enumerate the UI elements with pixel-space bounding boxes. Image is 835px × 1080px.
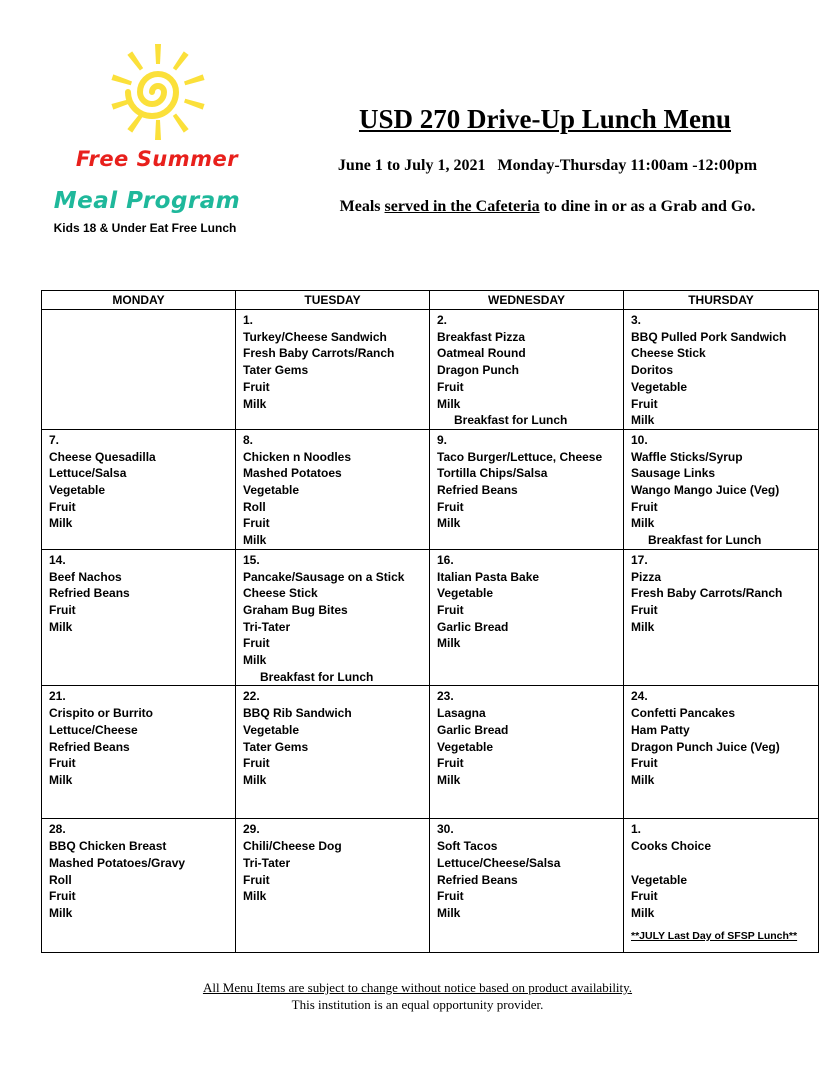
menu-item: Tater Gems [243,739,309,754]
menu-item: Vegetable [243,483,300,498]
menu-day-number: 17. [631,552,648,567]
menu-item: BBQ Pulled Pork Sandwich [631,329,787,344]
menu-item: Fruit [49,889,76,904]
menu-item: Fruit [437,602,464,617]
menu-cell [236,310,430,430]
menu-item: Fruit [437,889,464,904]
menu-item: Milk [243,533,267,548]
lunch-menu-table [41,290,819,953]
menu-cell [624,819,819,953]
menu-item: Vegetable [437,586,494,601]
menu-item: Vegetable [243,722,300,737]
menu-item: Ham Patty [631,722,690,737]
breakfast-for-lunch-label: Breakfast for Lunch [648,533,762,548]
menu-item: Milk [49,619,73,634]
menu-item: Chicken n Noodles [243,449,352,464]
breakfast-for-lunch-label: Breakfast for Lunch [454,413,568,428]
menu-item: Fruit [243,516,270,531]
menu-item: Fruit [631,499,658,514]
menu-cell [624,686,819,819]
menu-item: Roll [243,499,266,514]
menu-cell [42,429,236,549]
menu-item: Waffle Sticks/Syrup [631,449,743,464]
menu-item: Graham Bug Bites [243,602,348,617]
menu-item: Lettuce/Salsa [49,466,127,481]
menu-day-number: 28. [49,822,66,837]
menu-item: Doritos [631,363,673,378]
menu-item: Vegetable [49,483,106,498]
menu-item: Fruit [631,756,658,771]
menu-item: Fresh Baby Carrots/Ranch [243,346,395,361]
menu-item: Cooks Choice [631,839,712,854]
logo-tagline: Kids 18 & Under Eat Free Lunch [53,221,237,235]
menu-item: Tater Gems [243,363,309,378]
menu-item: Garlic Bread [437,722,509,737]
menu-item: Fruit [437,499,464,514]
menu-day-number: 9. [437,432,448,447]
menu-day-number: 29. [243,822,260,837]
menu-item: Refried Beans [437,483,518,498]
menu-item: Fresh Baby Carrots/Ranch [631,586,783,601]
menu-item: Milk [631,905,655,920]
menu-item: Fruit [243,379,270,394]
menu-day-number: 3. [631,313,642,327]
menu-item: Dragon Punch [437,363,520,378]
menu-item: Fruit [437,756,464,771]
menu-item: Milk [631,619,655,634]
footer-equal-opportunity: This institution is an equal opportunity provider. [291,997,544,1012]
menu-day-number: 2. [437,313,448,327]
menu-cell [430,549,624,686]
menu-item: Fruit [631,602,658,617]
menu-item: Milk [437,905,461,920]
menu-item: Crispito or Burrito [49,706,153,721]
menu-day-number: 21. [49,689,66,704]
menu-cell [624,549,819,686]
menu-item: Milk [437,516,461,531]
menu-cell [430,686,624,819]
menu-cell [430,429,624,549]
sun-icon [108,42,208,142]
menu-cell [624,310,819,430]
menu-item: Milk [49,516,73,531]
menu-item: Soft Tacos [437,839,498,854]
menu-cell [42,819,236,953]
menu-item: Milk [437,396,461,411]
menu-item: Lettuce/Cheese/Salsa [437,855,561,870]
menu-item: Fruit [631,889,658,904]
logo-title-line2: Meal Program [53,188,241,214]
menu-item: Tri-Tater [243,855,291,870]
menu-day-number: 14. [49,552,66,567]
menu-cell [236,819,430,953]
menu-item: Refried Beans [437,872,518,887]
menu-item: Fruit [243,872,270,887]
menu-item: Fruit [631,396,658,411]
menu-item: Fruit [437,379,464,394]
column-header-wednesday: WEDNESDAY [430,291,624,310]
menu-cell [430,310,624,430]
table-body [42,310,819,953]
column-header-monday: MONDAY [42,291,236,310]
column-header-thursday: THURSDAY [624,291,819,310]
menu-item: Turkey/Cheese Sandwich [243,329,387,344]
menu-cell [42,686,236,819]
menu-item: Wango Mango Juice (Veg) [631,483,780,498]
menu-item: Vegetable [631,872,688,887]
meals-info-line [300,198,795,216]
menu-item: Milk [49,905,73,920]
menu-cell [430,819,624,953]
menu-item: Vegetable [631,379,688,394]
menu-item: Fruit [49,499,76,514]
menu-item: Milk [243,396,267,411]
date-time-line: June 1 to July 1, 2021 Monday-Thursday 11:00am -12:00pm [337,157,758,174]
menu-item: Confetti Pancakes [631,706,736,721]
meals-text-underlined: served in the Cafeteria [384,198,540,215]
menu-item: Refried Beans [49,739,130,754]
menu-item: Fruit [243,756,270,771]
menu-item: BBQ Rib Sandwich [243,706,352,721]
menu-day-number: 23. [437,689,454,704]
menu-item: Mashed Potatoes [243,466,342,481]
table-row [42,686,819,819]
menu-item: Dragon Punch Juice (Veg) [631,739,780,754]
menu-item: Milk [631,516,655,531]
menu-item: Milk [243,653,267,668]
menu-cell [236,686,430,819]
menu-day-number: 15. [243,552,260,567]
menu-item: Beef Nachos [49,569,122,584]
menu-item: Fruit [49,756,76,771]
meals-text-post: to dine in or as a Grab and Go. [539,198,756,215]
menu-item: Cheese Stick [631,346,706,361]
menu-item: Fruit [49,602,76,617]
menu-day-number: 30. [437,822,454,837]
menu-item: Vegetable [437,739,494,754]
menu-item: Roll [49,872,72,887]
menu-item: Mashed Potatoes/Gravy [49,855,186,870]
menu-item: Cheese Stick [243,586,318,601]
menu-item: Fruit [243,636,270,651]
column-header-tuesday: TUESDAY [236,291,430,310]
menu-item: Milk [631,772,655,787]
menu-item: Milk [49,772,73,787]
page-title: USD 270 Drive-Up Lunch Menu [358,104,732,134]
menu-item: Lettuce/Cheese [49,722,138,737]
menu-day-number: 8. [243,432,254,447]
menu-item: Milk [243,889,267,904]
menu-cell [624,429,819,549]
meals-text-pre: Meals [339,198,385,215]
menu-cell [236,429,430,549]
logo-title-line1: Free Summer [75,147,239,171]
menu-cell [42,310,236,430]
menu-day-number: 1. [631,822,642,837]
breakfast-for-lunch-label: Breakfast for Lunch [260,669,374,684]
menu-item: Chili/Cheese Dog [243,839,342,854]
menu-cell [42,549,236,686]
menu-item [631,855,818,872]
menu-day-number: 10. [631,432,648,447]
menu-item: Sausage Links [631,466,716,481]
menu-day-number: 7. [49,432,60,447]
menu-item: Milk [437,636,461,651]
menu-item: Refried Beans [49,586,130,601]
menu-item: Italian Pasta Bake [437,569,540,584]
menu-day-number: 16. [437,552,454,567]
menu-item: Tri-Tater [243,619,291,634]
menu-item: Taco Burger/Lettuce, Cheese [437,449,603,464]
menu-item: Garlic Bread [437,619,509,634]
menu-item: Pancake/Sausage on a Stick [243,569,405,584]
table-header-row [42,291,819,310]
footer-disclaimer: All Menu Items are subject to change without notice based on product availability. [202,980,633,995]
menu-item: Milk [437,772,461,787]
menu-item: Milk [631,413,655,428]
menu-day-number: 24. [631,689,648,704]
menu-item: Breakfast Pizza [437,329,526,344]
table-row [42,549,819,686]
table-row [42,429,819,549]
menu-day-number: 22. [243,689,260,704]
menu-item: Oatmeal Round [437,346,526,361]
menu-item: Lasagna [437,706,486,721]
menu-item: Cheese Quesadilla [49,449,156,464]
menu-cell [236,549,430,686]
menu-item: BBQ Chicken Breast [49,839,167,854]
last-day-note: **JULY Last Day of SFSP Lunch** [631,929,798,942]
menu-item: Tortilla Chips/Salsa [437,466,548,481]
menu-item: Milk [243,772,267,787]
table-row [42,819,819,953]
menu-item: Pizza [631,569,662,584]
table-row [42,310,819,430]
menu-day-number: 1. [243,313,254,327]
